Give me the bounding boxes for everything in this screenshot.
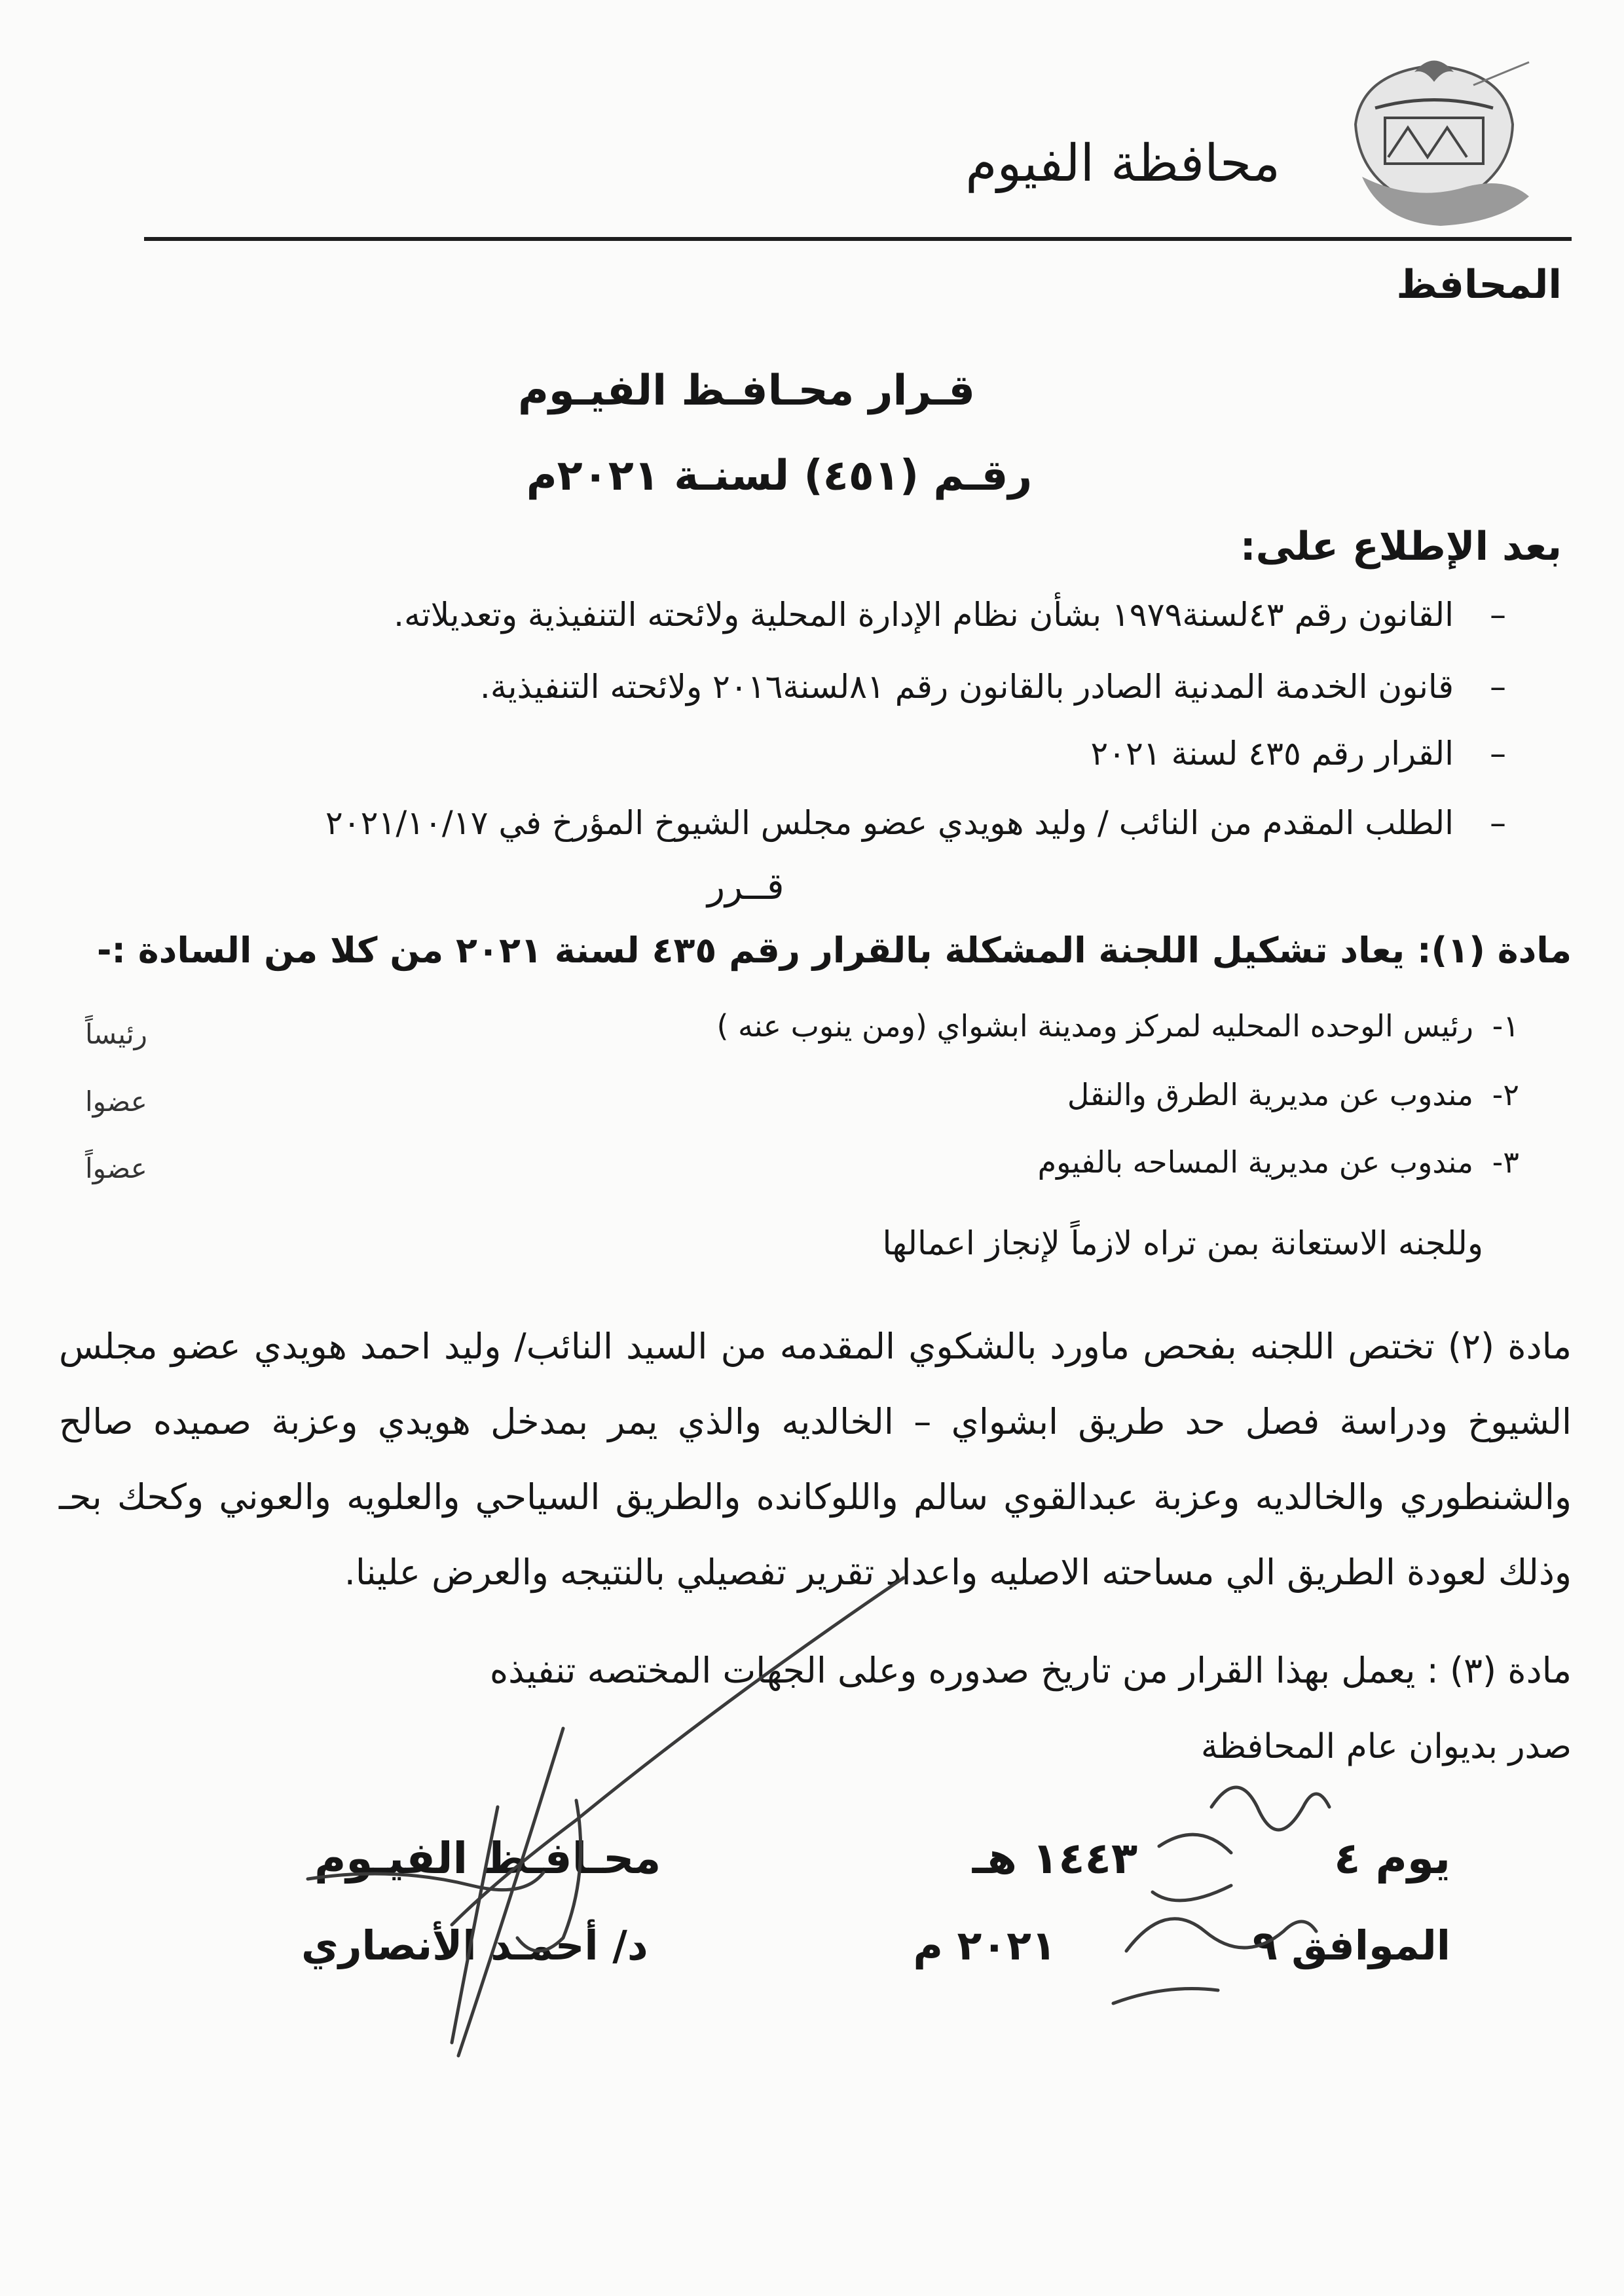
reference-text: قانون الخدمة المدنية الصادر بالقانون رقم ٨١لسنة٢٠١٦ ولائحته التنفيذية. bbox=[479, 668, 1454, 706]
governorate-name: محافظة الفيوم bbox=[965, 134, 1280, 193]
decree-title: قـرار محـافـظ الفيـوم bbox=[518, 367, 975, 415]
committee-member bbox=[1038, 1144, 1519, 1180]
hijri-year: ١٤٤٣ هـ bbox=[972, 1833, 1138, 1884]
governor-name: د/ أحمـد الأنصاري bbox=[301, 1922, 648, 1969]
member-role: عضواً bbox=[85, 1152, 147, 1184]
list-dash: – bbox=[1490, 804, 1506, 842]
committee-member bbox=[716, 1008, 1519, 1044]
article-2-line: وذلك لعودة الطريق الي مساحته الاصليه واعداد تقرير تفصيلي بالنتيجه والعرض علينا. bbox=[344, 1552, 1572, 1593]
member-name: رئيس الوحده المحليه لمركز ومدينة ابشواي (ومن ينوب عنه ) bbox=[716, 1008, 1473, 1044]
list-dash: – bbox=[1490, 596, 1506, 634]
gregorian-date bbox=[913, 1922, 1450, 1969]
decree-number: رقـم (٤٥١) لسنـة ٢٠٢١م bbox=[526, 452, 1033, 500]
committee-note: وللجنه الاستعانة بمن تراه لازماً لإنجاز اعمالها bbox=[882, 1224, 1483, 1262]
member-number: ٢- bbox=[1492, 1077, 1519, 1112]
reference-item bbox=[480, 668, 1506, 706]
preamble-heading: بعد الإطلاع على: bbox=[1240, 524, 1562, 570]
reference-text: القرار رقم ٤٣٥ لسنة ٢٠٢١ bbox=[1090, 735, 1454, 773]
reference-item bbox=[325, 804, 1506, 842]
header-divider bbox=[144, 237, 1572, 241]
article-2-line: الشيوخ ودراسة فصل حد طريق ابشواي – الخالديه والذي يمر بمدخل هويدي وعزبة صميده صالح bbox=[59, 1401, 1572, 1442]
member-role: رئيساً bbox=[85, 1018, 147, 1050]
reference-item bbox=[1090, 735, 1506, 773]
gregorian-label: الموافق ٩ bbox=[1252, 1922, 1450, 1969]
list-dash: – bbox=[1490, 735, 1506, 773]
reference-text: الطلب المقدم من النائب / وليد هويدي عضو مجلس الشيوخ المؤرخ في ٢٠٢١/١٠/١٧ bbox=[325, 804, 1454, 842]
member-number: ١- bbox=[1492, 1008, 1519, 1044]
member-name: مندوب عن مديرية الطرق والنقل bbox=[1067, 1077, 1473, 1112]
hijri-label: يوم ٤ bbox=[1334, 1833, 1450, 1884]
reference-item bbox=[394, 596, 1506, 634]
gregorian-year: ٢٠٢١ م bbox=[913, 1922, 1056, 1969]
hijri-date bbox=[972, 1833, 1450, 1884]
office-label: المحافظ bbox=[1396, 262, 1562, 308]
article-1: مادة (١): يعاد تشكيل اللجنة المشكلة بالقرار رقم ٤٣٥ لسنة ٢٠٢١ من كلا من السادة :- bbox=[96, 930, 1572, 971]
member-role: عضوا bbox=[85, 1085, 147, 1118]
governorate-emblem-icon bbox=[1336, 46, 1532, 229]
issued-at: صدر بديوان عام المحافظة bbox=[1200, 1727, 1572, 1766]
governor-title: محـافـظ الفيـوم bbox=[314, 1833, 661, 1884]
article-2-line: والشنطوري والخالديه وعزبة عبدالقوي سالم واللوكانده والطريق السياحي والعلويه والعوني وكحك بحـ bbox=[59, 1476, 1572, 1518]
reference-text: القانون رقم ٤٣لسنة١٩٧٩ بشأن نظام الإدارة المحلية ولائحته التنفيذية وتعديلاته. bbox=[394, 596, 1454, 634]
article-2-line: مادة (٢) تختص اللجنه بفحص ماورد بالشكوي المقدمه من السيد النائب/ وليد احمد هويدي عضو مجلس bbox=[59, 1326, 1572, 1367]
list-dash: – bbox=[1490, 668, 1506, 706]
article-3: مادة (٣) : يعمل بهذا القرار من تاريخ صدوره وعلى الجهات المختصه تنفيذه bbox=[489, 1650, 1572, 1691]
member-number: ٣- bbox=[1492, 1144, 1519, 1180]
decision-word: قــرر bbox=[707, 866, 784, 908]
member-name: مندوب عن مديرية المساحه بالفيوم bbox=[1037, 1144, 1473, 1180]
committee-member bbox=[1067, 1077, 1519, 1112]
